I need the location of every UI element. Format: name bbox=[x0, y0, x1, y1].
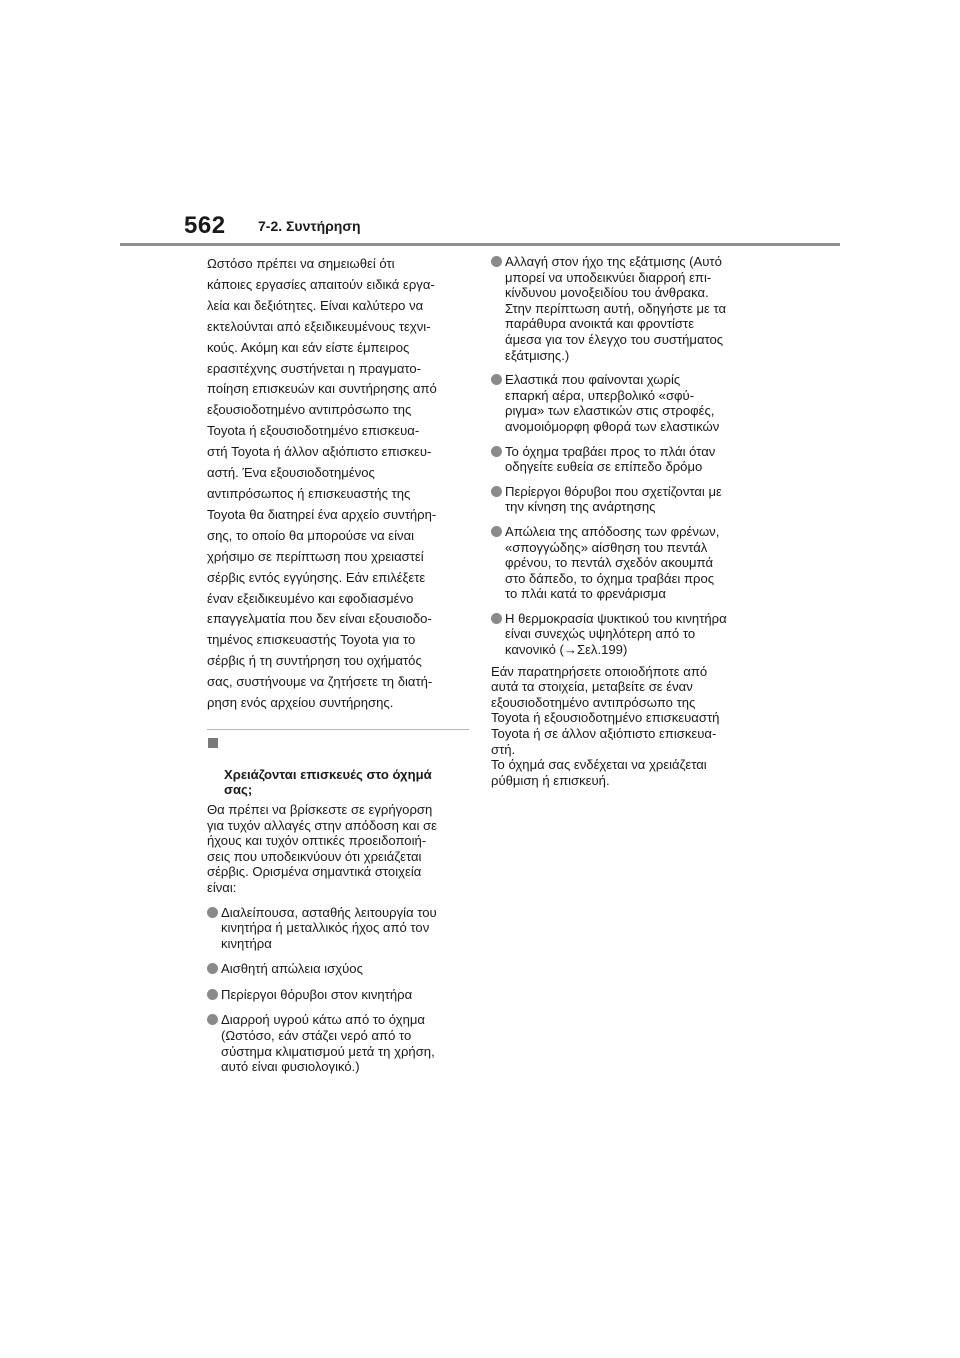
bullet-dot-icon bbox=[491, 256, 502, 267]
closing-paragraph: Εάν παρατηρήσετε οποιοδήποτε από αυτά τα στοιχεία, μεταβείτε σε έναν εξουσιοδοτημένο αντιπρόσωπο της Toyota ή εξουσιοδοτημένο επισκευαστή Toyota ή σε άλλον αξιόπιστο επισκευα- στή. Το όχημά σας ενδέχεται να χρειάζεται ρύθμιση ή επισκευή. bbox=[491, 663, 720, 788]
list-item bbox=[207, 961, 469, 977]
list-item bbox=[491, 524, 756, 602]
subheading-text: Χρειάζονται επισκευές στο όχημά σας; bbox=[224, 766, 432, 798]
list-item-text: Η θερμοκρασία ψυκτικού του κινητήρα είναι συνεχώς υψηλότερη από το κανονικό (→Σελ.199) bbox=[505, 610, 727, 658]
list-item bbox=[491, 444, 756, 475]
bullet-dot-icon bbox=[491, 486, 502, 497]
intro-paragraph: Ωστόσο πρέπει να σημειωθεί ότι κάποιες εργασίες απαιτούν ειδικά εργα- λεία και δεξιότητες. Είναι καλύτερο να εκτελούνται από εξειδικευμένους τεχνι- κούς. Ακόμη και εάν είστε έμπειρος ερασιτέχνης συστήνεται η πραγματο- ποίηση επισκευών και συντήρησης από εξουσιοδοτημένο αντιπρόσωπο της Toyota ή εξουσιοδοτημένο επισκευα- στή Toyota ή άλλον αξιόπιστο επισκευ- αστή. Ένα εξουσιοδοτημένος αντιπρόσωπος ή επισκευαστής της Toyota θα διατηρεί ένα αρχείο συντήρη- σης, το οποίο θα μπορούσε να είναι χρήσιμο σε περίπτωση που χρειαστεί σέρβις εντός εγγύησης. Εάν επιλέξετε έναν εξειδικευμένο και εφοδιασμένο επαγγελματία που δεν είναι εξουσιοδο- τημένος επισκευαστής Toyota για το σέρβις ή τη συντήρηση του οχήματός σας, συστήνουμε να ζητήσετε τη διατή- ρηση ενός αρχείου συντήρησης. bbox=[207, 256, 437, 711]
list-item-text: Ελαστικά που φαίνονται χωρίς επαρκή αέρα, υπερβολικό «σφύ- ριγμα» των ελαστικών στις στροφές, ανομοιόμορφη φθορά των ελαστικών bbox=[505, 372, 720, 434]
bullet-dot-icon bbox=[207, 989, 218, 1000]
bullet-dot-icon bbox=[207, 907, 218, 918]
list-item-text: Διαλείπουσα, ασταθής λειτουργία του κινητήρα ή μεταλλικός ήχος από τον κινητήρα bbox=[221, 904, 437, 951]
list-item bbox=[207, 1012, 469, 1074]
right-column bbox=[491, 254, 756, 788]
list-item-text: Διαρροή υγρού κάτω από το όχημα (Ωστόσο, εάν στάζει νερό από το σύστημα κλιματισμού μετά τη χρήση, αυτό είναι φυσιολογικό.) bbox=[221, 1012, 435, 1075]
list-item bbox=[491, 372, 756, 434]
list-item-text: Περίεργοι θόρυβοι στον κινητήρα bbox=[221, 986, 413, 1002]
section-title: 7-2. Συντήρηση bbox=[258, 218, 361, 234]
list-item-text: Το όχημα τραβάει προς το πλάι όταν οδηγείτε ευθεία σε επίπεδο δρόμο bbox=[505, 443, 716, 475]
bullet-dot-icon bbox=[491, 446, 502, 457]
list-item-text: Αισθητή απώλεια ισχύος bbox=[221, 961, 363, 977]
page-number: 562 bbox=[184, 212, 226, 239]
header-rule bbox=[120, 243, 840, 246]
section-divider bbox=[207, 729, 469, 730]
bullet-dot-icon bbox=[207, 963, 218, 974]
subheading-paragraph: Θα πρέπει να βρίσκεστε σε εγρήγορση για τυχόν αλλαγές στην απόδοση και σε ήχους και τυχόν οπτικές προειδοποιή- σεις που υποδεικνύουν ότι χρειάζεται σέρβις. Ορισμένα σημαντικά στοιχεία είναι: bbox=[207, 801, 437, 895]
list-item bbox=[491, 611, 756, 658]
symptom-list-left bbox=[207, 905, 469, 1075]
bullet-dot-icon bbox=[207, 1014, 218, 1025]
list-item bbox=[207, 905, 469, 952]
bullet-dot-icon bbox=[491, 526, 502, 537]
bullet-dot-icon bbox=[491, 374, 502, 385]
symptom-list-right bbox=[491, 254, 756, 658]
square-bullet-icon bbox=[208, 738, 218, 748]
list-item bbox=[207, 987, 469, 1003]
list-item-text: Απώλεια της απόδοσης των φρένων, «σπογγώδης» αίσθηση του πεντάλ φρένου, το πεντάλ σχεδόν ακουμπά στο δάπεδο, το όχημα τραβάει προς το πλάι κατά το φρενάρισμα bbox=[505, 523, 720, 602]
list-item bbox=[491, 254, 756, 363]
list-item-text: Περίεργοι θόρυβοι που σχετίζονται με την κίνηση της ανάρτησης bbox=[505, 483, 722, 515]
left-column bbox=[207, 254, 469, 1085]
bullet-dot-icon bbox=[491, 613, 502, 624]
subheading bbox=[207, 736, 469, 798]
list-item-text: Αλλαγή στον ήχο της εξάτμισης (Αυτό μπορεί να υποδεικνύει διαρροή επι- κίνδυνου μονοξειδίου του άνθρακα. Στην περίπτωση αυτή, οδηγήστε με τα παράθυρα ανοικτά και φροντίστε άμεσα για τον έλεγχο του συστήματος εξάτμισης.) bbox=[505, 254, 727, 363]
list-item bbox=[491, 484, 756, 515]
